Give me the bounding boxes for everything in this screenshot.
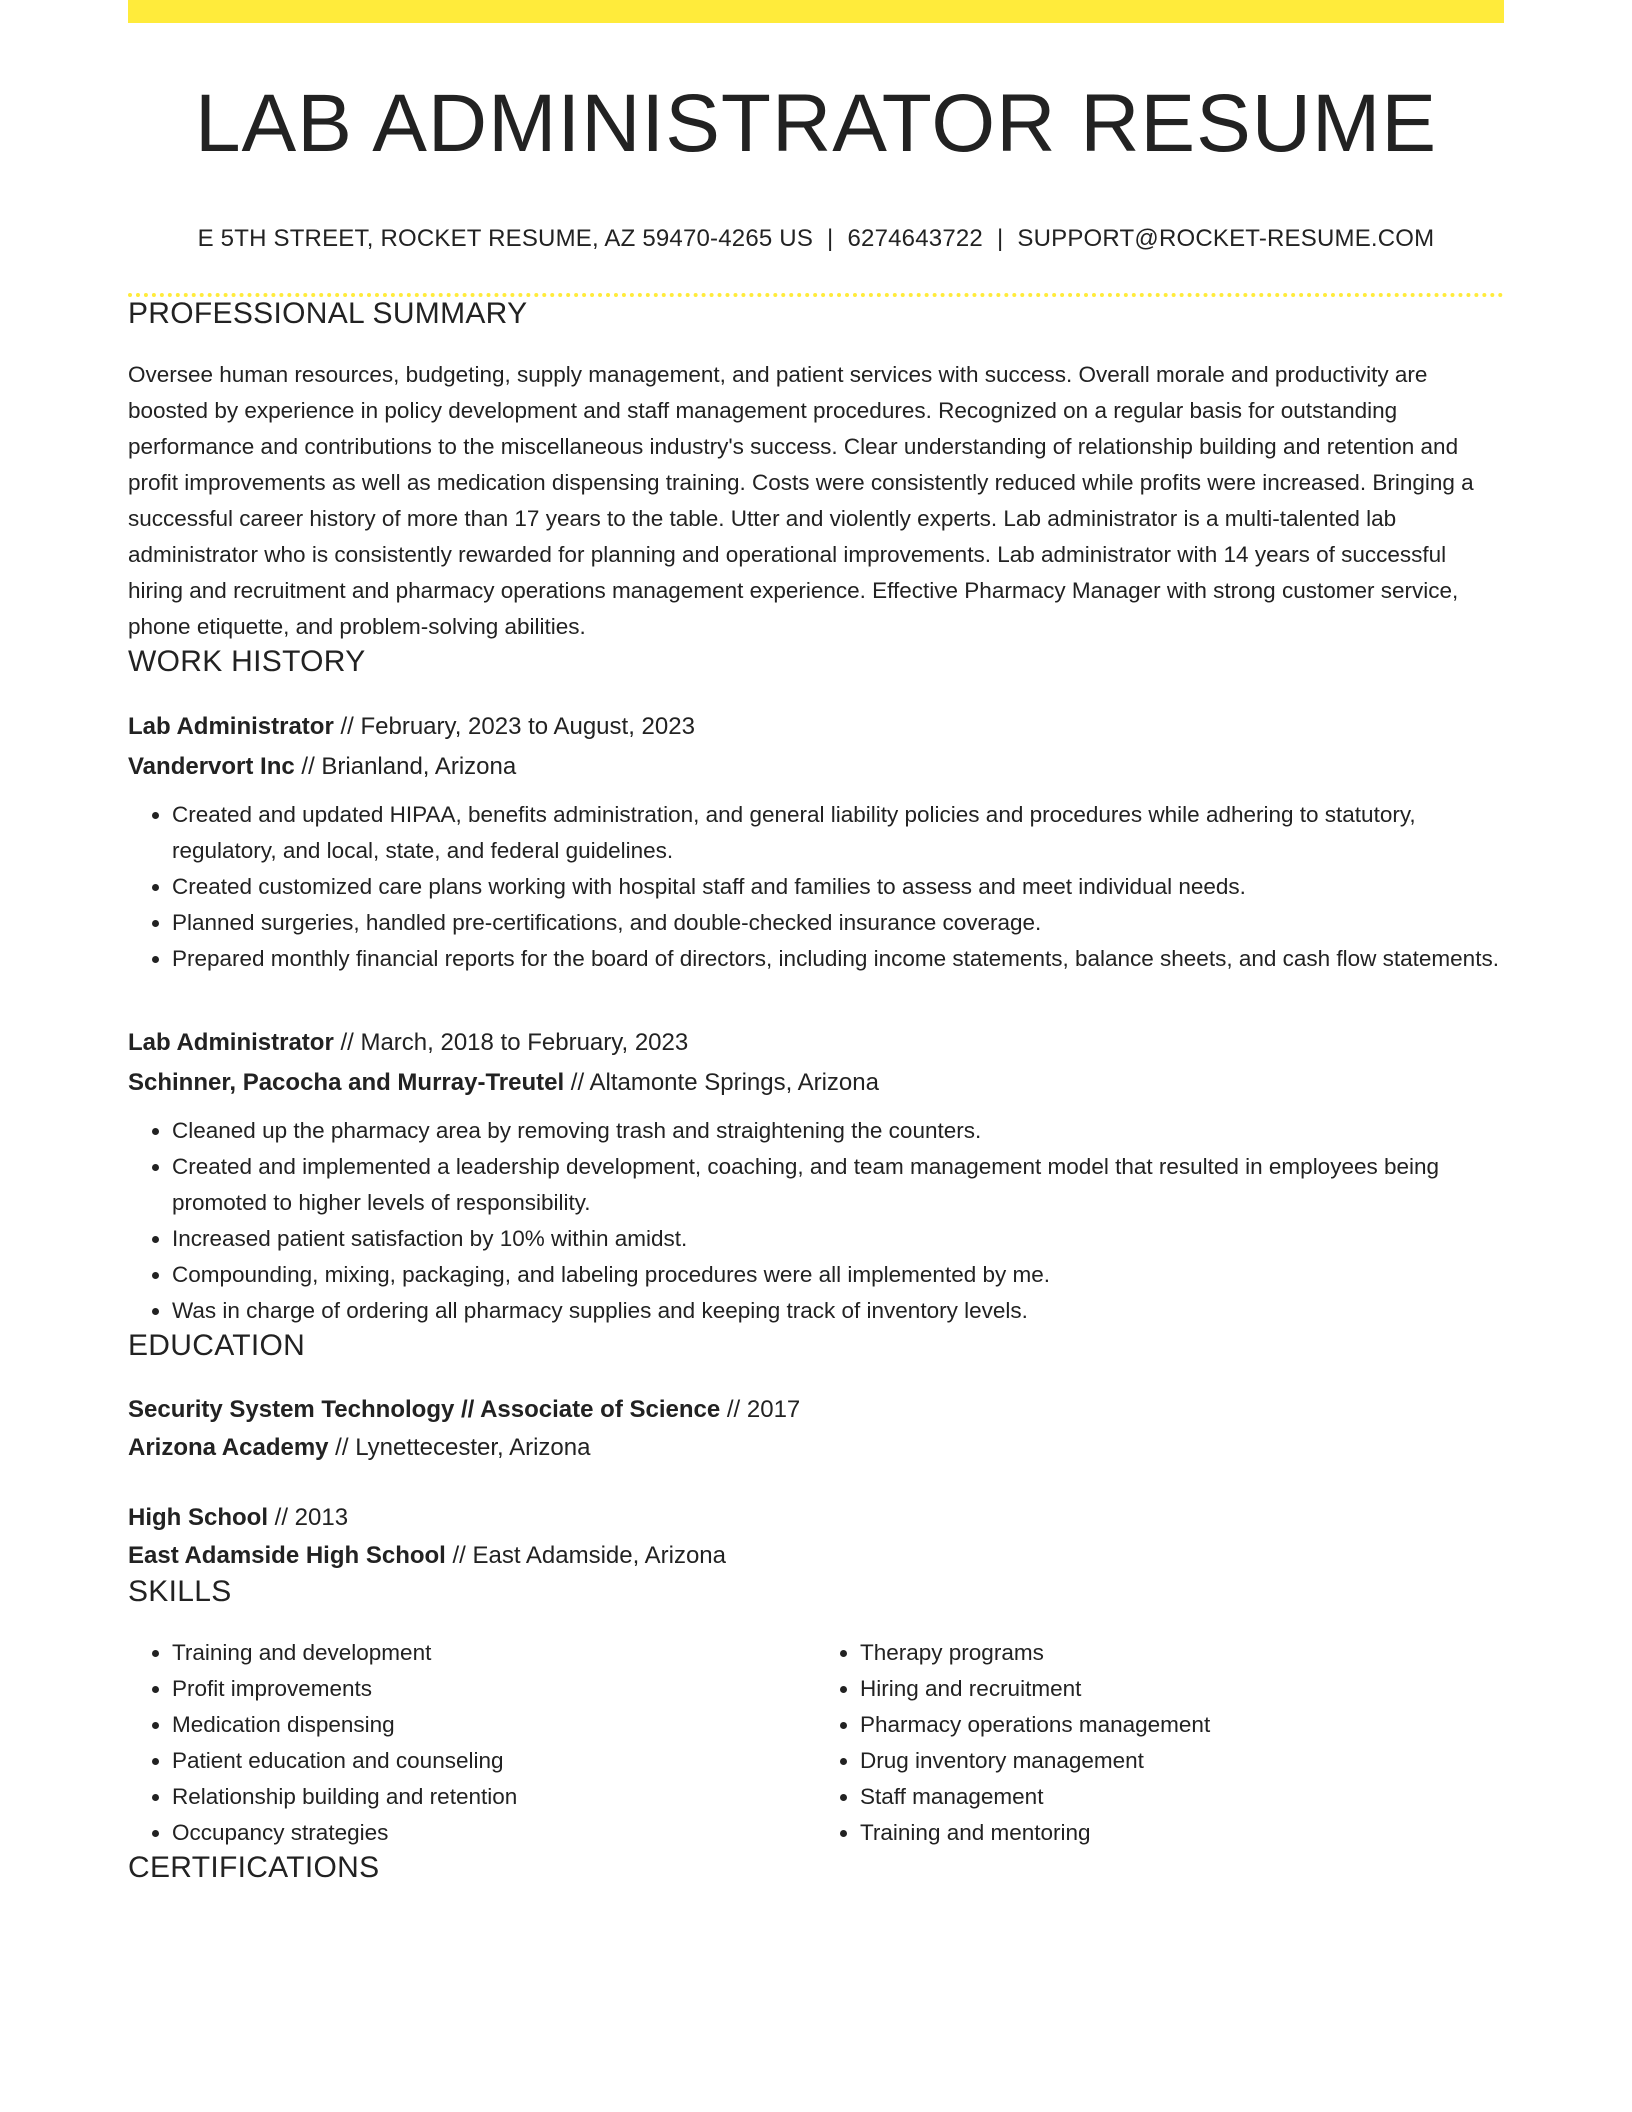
resume-title: LAB ADMINISTRATOR RESUME (194, 78, 1438, 169)
job-bullet: • Created and updated HIPAA, benefits administration, and general liability policies and procedures while adhering to statutory, regulatory, and local, state, and federal guidelines. (172, 797, 1504, 869)
job-location: // Brianland, Arizona (294, 753, 517, 780)
job-dates: // February, 2023 to August, 2023 (333, 713, 695, 740)
education-degree: Security System Technology // Associate of Science (128, 1396, 721, 1423)
job-bullet: • Planned surgeries, handled pre-certifications, and double-checked insurance coverage. (172, 905, 1504, 941)
education-degree-line (128, 1499, 1504, 1537)
education-school-line (128, 1537, 1504, 1575)
contact-email: SUPPORT@ROCKET-RESUME.COM (1017, 225, 1435, 252)
job-company: Vandervort Inc (128, 753, 295, 780)
job-dates: // March, 2018 to February, 2023 (333, 1029, 689, 1056)
job-bullets (128, 1113, 1504, 1329)
job-bullet: • Compounding, mixing, packaging, and labeling procedures were all implemented by me. (172, 1257, 1504, 1293)
education-school: East Adamside High School (128, 1542, 446, 1569)
job-company-line (128, 747, 1504, 787)
job-role: Lab Administrator (128, 713, 334, 740)
summary-text: Oversee human resources, budgeting, supply management, and patient services with success. Overall morale and productivity are boosted by experience in policy development and staff management procedures. Recognized on a regular basis for outstanding performance and contributions to the miscellaneous industry's success. Clear understanding of relationship building and retention and profit improvements as well as medication dispensing training. Costs were consistently reduced while profits were increased. Bringing a successful career history of more than 17 years to the table. Utter and violently experts. Lab administrator is a multi-talented lab administrator who is consistently rewarded for planning and operational improvements. Lab administrator with 14 years of successful hiring and recruitment and pharmacy operations management experience. Effective Pharmacy Manager with strong customer service, phone etiquette, and problem-solving abilities. (128, 362, 1474, 639)
skill-item: • Drug inventory management (860, 1743, 1504, 1779)
job-bullet: • Prepared monthly financial reports for the board of directors, including income statements, balance sheets, and cash flow statements. (172, 941, 1504, 977)
skills-heading: SKILLS (128, 1575, 232, 1608)
job-entry (128, 707, 1504, 977)
contact-separator: | (827, 225, 834, 252)
job-bullets (128, 797, 1504, 977)
education-school-line (128, 1429, 1504, 1467)
job-bullet: • Created customized care plans working with hospital staff and families to assess and meet individual needs. (172, 869, 1504, 905)
education-degree: High School (128, 1504, 268, 1531)
resume-page (128, 0, 1504, 1885)
job-bullet: • Created and implemented a leadership development, coaching, and team management model that resulted in employees being promoted to higher levels of responsibility. (172, 1149, 1504, 1221)
education-entry (128, 1499, 1504, 1575)
job-company: Schinner, Pacocha and Murray-Treutel (128, 1069, 565, 1096)
education-location: // Lynettecester, Arizona (328, 1434, 591, 1461)
job-location: // Altamonte Springs, Arizona (564, 1069, 879, 1096)
job-bullet: • Was in charge of ordering all pharmacy supplies and keeping track of inventory levels. (172, 1293, 1504, 1329)
summary-heading: PROFESSIONAL SUMMARY (128, 297, 528, 330)
contact-phone: 6274643722 (847, 225, 983, 252)
skill-item: • Staff management (860, 1779, 1504, 1815)
skills-columns (128, 1635, 1504, 1851)
skill-item: • Training and mentoring (860, 1815, 1504, 1851)
education-school: Arizona Academy (128, 1434, 329, 1461)
skill-item: • Occupancy strategies (172, 1815, 816, 1851)
skills-right-list (816, 1635, 1504, 1851)
job-title-line (128, 1023, 1504, 1063)
skill-item: • Relationship building and retention (172, 1779, 816, 1815)
skills-left-list (128, 1635, 816, 1851)
job-title-line (128, 707, 1504, 747)
skill-item: • Training and development (172, 1635, 816, 1671)
education-location: // East Adamside, Arizona (445, 1542, 726, 1569)
contact-separator: | (996, 225, 1004, 252)
skill-item: • Hiring and recruitment (860, 1671, 1504, 1707)
education-degree-line (128, 1391, 1504, 1429)
education-entry (128, 1391, 1504, 1467)
skill-item: • Medication dispensing (172, 1707, 816, 1743)
contact-line (128, 225, 1504, 253)
accent-top-bar (128, 0, 1504, 23)
job-bullet: • Cleaned up the pharmacy area by removing trash and straightening the counters. (172, 1113, 1504, 1149)
job-bullet: • Increased patient satisfaction by 10% within amidst. (172, 1221, 1504, 1257)
certifications-heading: CERTIFICATIONS (128, 1851, 380, 1884)
skill-item: • Profit improvements (172, 1671, 816, 1707)
job-entry (128, 1023, 1504, 1329)
education-year: // 2017 (720, 1396, 801, 1423)
job-company-line (128, 1063, 1504, 1103)
contact-address: E 5TH STREET, ROCKET RESUME, AZ 59470-4265 US (197, 225, 814, 252)
skill-item: • Therapy programs (860, 1635, 1504, 1671)
work-history-heading: WORK HISTORY (128, 645, 366, 678)
job-role: Lab Administrator (128, 1029, 334, 1056)
education-heading: EDUCATION (128, 1329, 306, 1362)
education-year: // 2013 (268, 1504, 349, 1531)
skill-item: • Patient education and counseling (172, 1743, 816, 1779)
skill-item: • Pharmacy operations management (860, 1707, 1504, 1743)
